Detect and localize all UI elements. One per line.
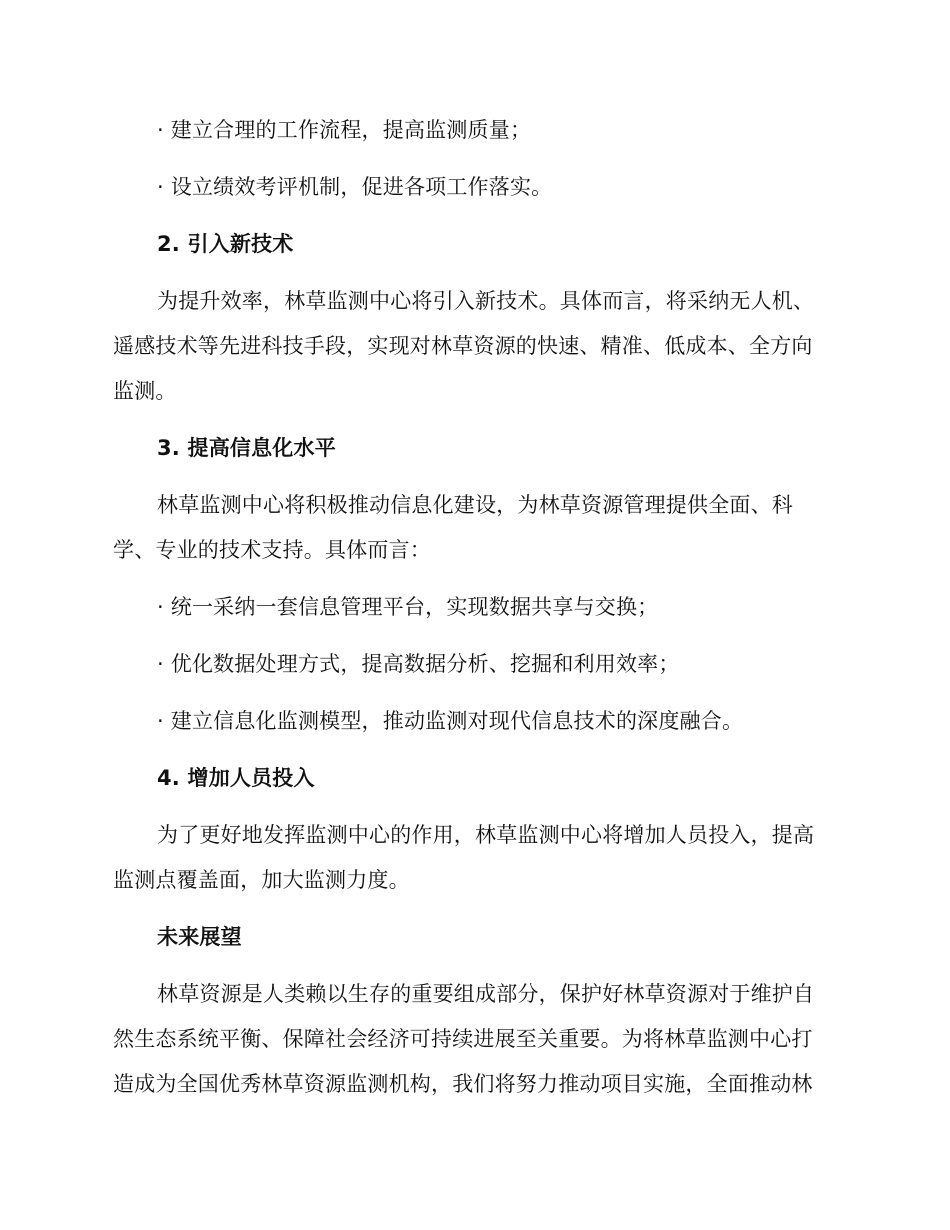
section-heading-outlook: 未来展望 xyxy=(157,925,242,949)
bullet-item-data-processing: · 优化数据处理方式，提高数据分析、挖掘和利用效率； xyxy=(157,652,680,676)
section-heading-informatization: 3. 提高信息化水平 xyxy=(157,436,336,460)
paragraph-new-tech-line-3: 监测。 xyxy=(113,379,177,403)
paragraph-staffing-line-1: 为了更好地发挥监测中心的作用，林草监测中心将增加人员投入，提高 xyxy=(157,823,815,847)
section-heading-staffing: 4. 增加人员投入 xyxy=(157,766,315,790)
paragraph-informatization-line-1: 林草监测中心将积极推动信息化建设，为林草资源管理提供全面、科 xyxy=(157,493,793,517)
bullet-item-performance: · 设立绩效考评机制，促进各项工作落实。 xyxy=(157,175,553,199)
paragraph-outlook-line-1: 林草资源是人类赖以生存的重要组成部分，保护好林草资源对于维护自 xyxy=(157,982,815,1006)
bullet-item-monitoring-model: · 建立信息化监测模型，推动监测对现代信息技术的深度融合。 xyxy=(157,709,744,733)
paragraph-outlook-line-2: 然生态系统平衡、保障社会经济可持续进展至关重要。为将林草监测中心打 xyxy=(113,1027,813,1051)
paragraph-new-tech-line-1: 为提升效率，林草监测中心将引入新技术。具体而言，将采纳无人机、 xyxy=(157,289,815,313)
bullet-item-workflow: · 建立合理的工作流程，提高监测质量； xyxy=(157,118,532,142)
bullet-item-platform: · 统一采纳一套信息管理平台，实现数据共享与交换； xyxy=(157,595,659,619)
section-heading-new-tech: 2. 引入新技术 xyxy=(157,232,294,256)
paragraph-outlook-line-3: 造成为全国优秀林草资源监测机构，我们将努力推动项目实施，全面推动林 xyxy=(113,1072,813,1096)
paragraph-staffing-line-2: 监测点覆盖面，加大监测力度。 xyxy=(113,868,410,892)
paragraph-new-tech-line-2: 遥感技术等先进科技手段，实现对林草资源的快速、精准、低成本、全方向 xyxy=(113,334,813,358)
paragraph-informatization-line-2: 学、专业的技术支持。具体而言： xyxy=(113,538,431,562)
